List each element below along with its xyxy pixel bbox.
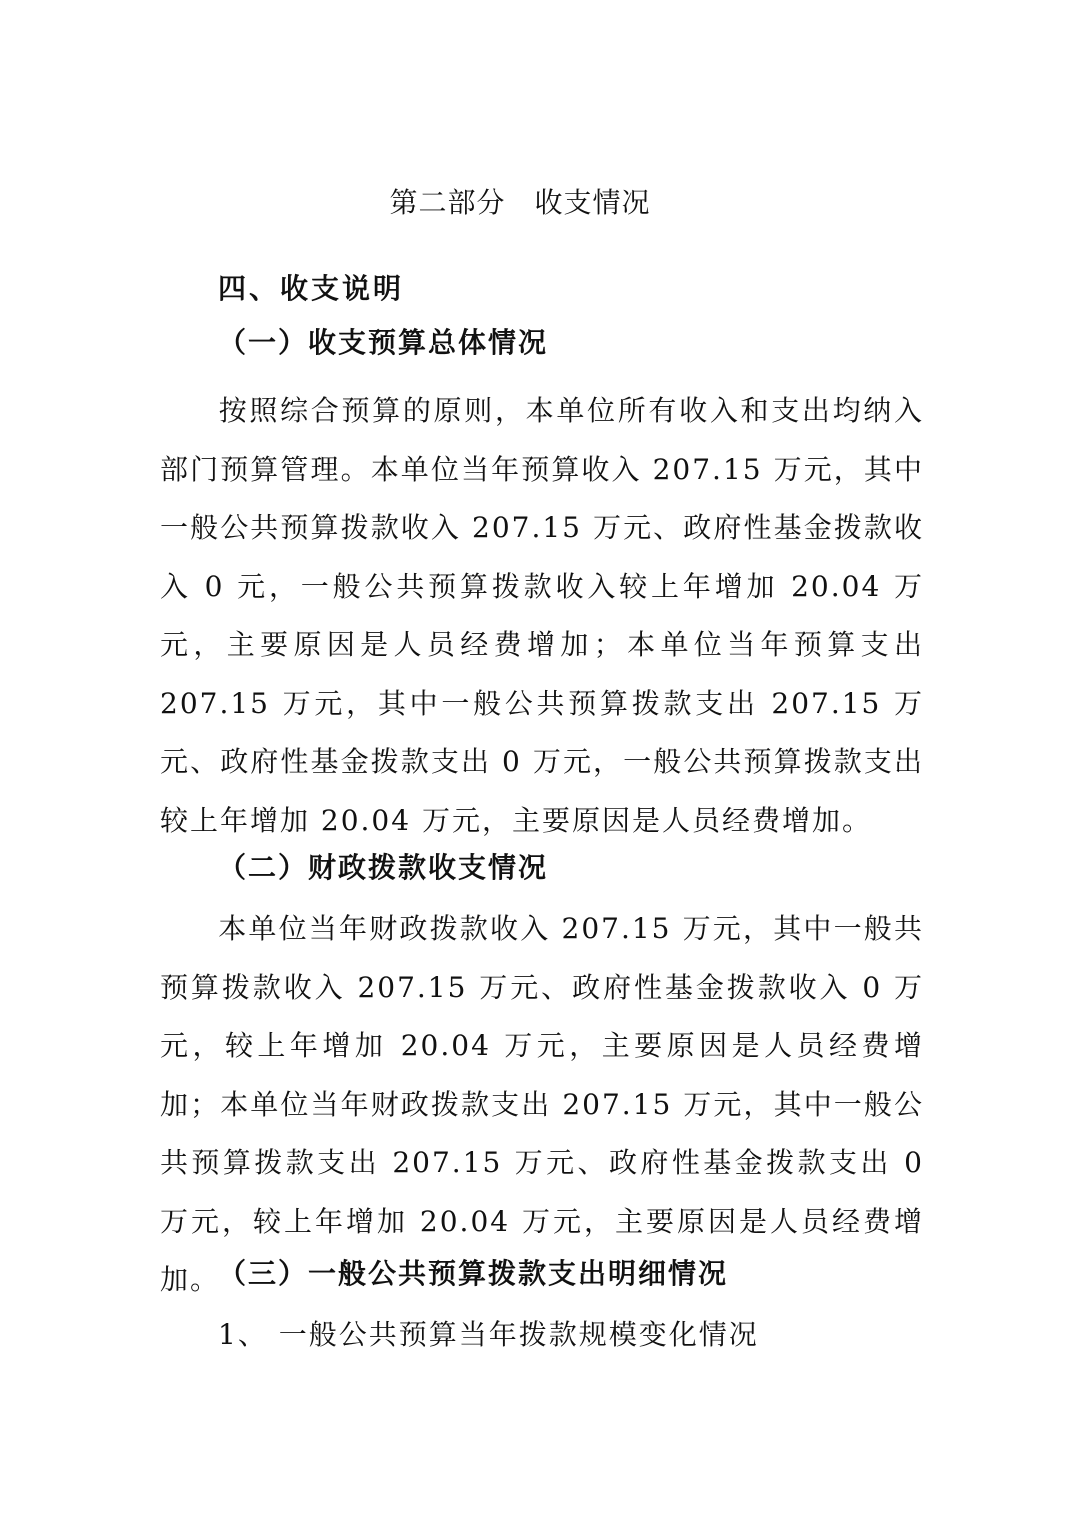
subsection-body-1-text: 按照综合预算的原则，本单位所有收入和支出均纳入部门预算管理。本单位当年预算收入 207.15 万元，其中一般公共预算拨款收入 207.15 万元、政府性基金拨款收入 0 元，一般公共预算拨款收入较上年增加 20.04 万元，主要原因是人员经费增加；本单位当年预算支出 207.15 万元，其中一般公共预算拨款支出 207.15 万元、政府性基金拨款支出 0 万元，一般公共预算拨款支出较上年增加 20.04 万元，主要原因是人员经费增加。 — [160, 394, 924, 837]
subsection-body-1 — [160, 382, 924, 850]
subsection-heading-2: （二）财政拨款收支情况 — [218, 851, 549, 884]
page-title: 第二部分 收支情况 — [389, 186, 651, 219]
list-item: 1、 一般公共预算当年拨款规模变化情况 — [218, 1318, 759, 1351]
subsection-body-2 — [160, 900, 924, 1310]
subsection-heading-1: （一）收支预算总体情况 — [218, 326, 549, 359]
subsection-body-2-text: 本单位当年财政拨款收入 207.15 万元，其中一般共预算拨款收入 207.15 万元、政府性基金拨款收入 0 万元，较上年增加 20.04 万元，主要原因是人员经费增加；本单位当年财政拨款支出 207.15 万元，其中一般公共预算拨款支出 207.15 万元、政府性基金拨款支出 0 万元，较上年增加 20.04 万元，主要原因是人员经费增加。 — [160, 912, 924, 1296]
subsection-heading-3: （三）一般公共预算拨款支出明细情况 — [218, 1257, 729, 1290]
section-heading: 四、收支说明 — [218, 272, 405, 305]
